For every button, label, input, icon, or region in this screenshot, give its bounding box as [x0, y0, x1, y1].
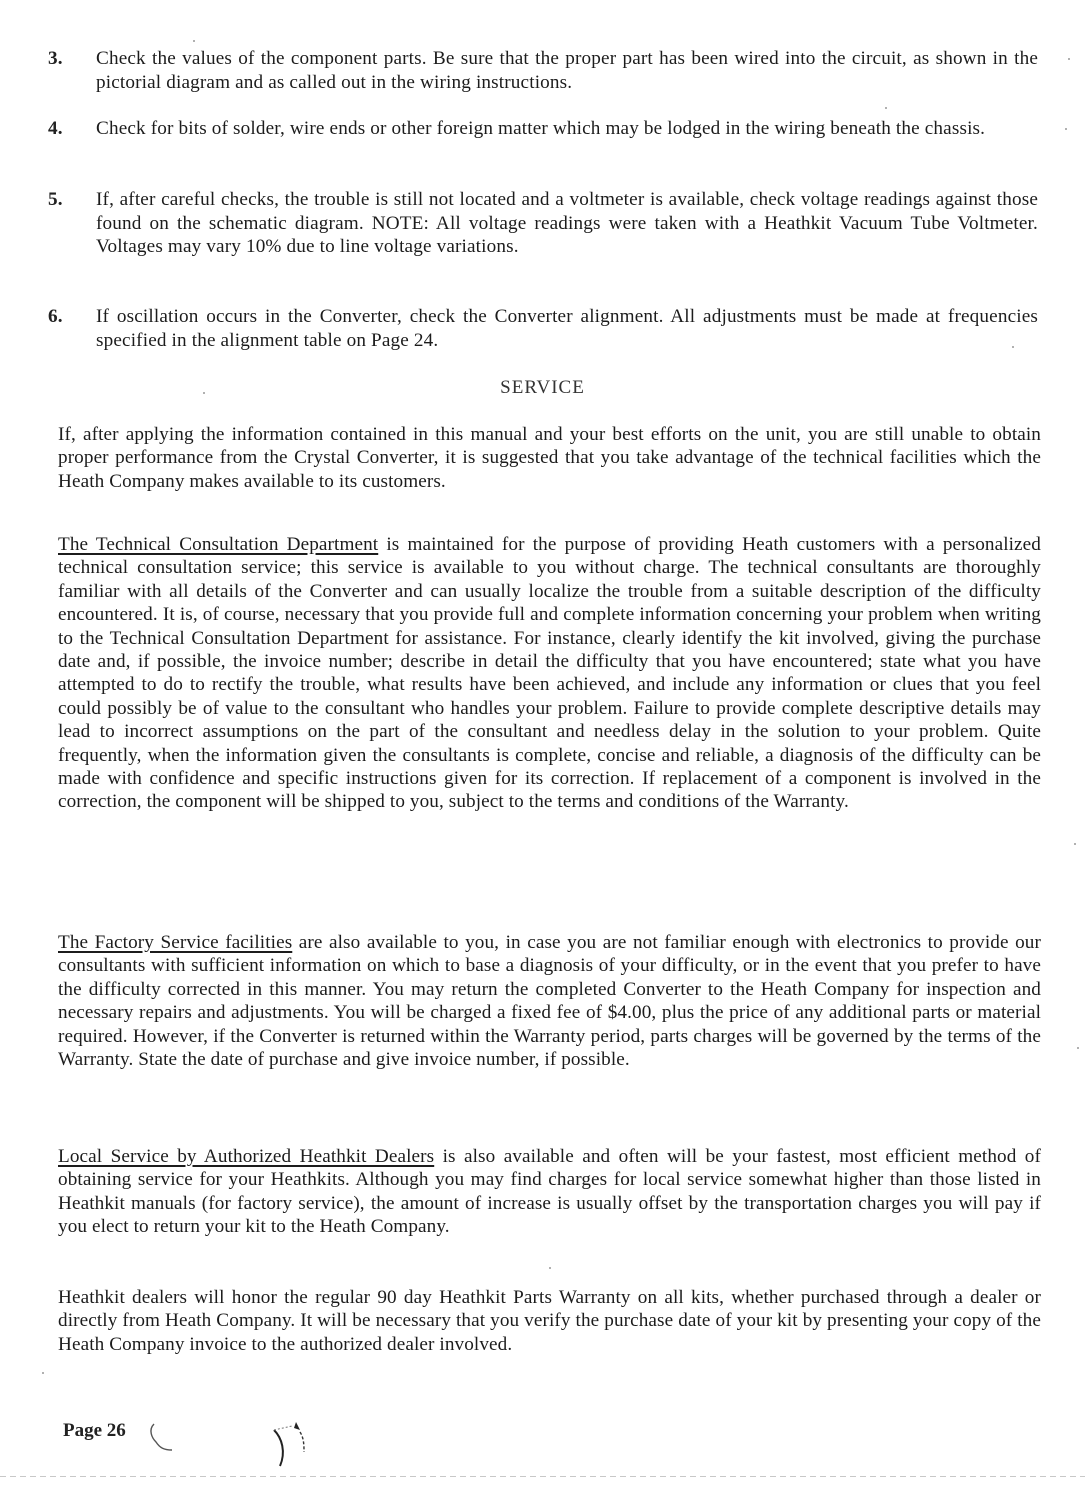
- item-text: If oscillation occurs in the Converter, check the Converter alignment. All adjustments must be made at frequencies specified in the alignment table on Page 24.: [96, 306, 1038, 351]
- scan-speck: [1077, 1047, 1079, 1049]
- checklist-item-4: [48, 117, 1038, 141]
- scan-speck: [1068, 58, 1070, 60]
- scan-speck: [1065, 128, 1067, 130]
- checklist-item-5: [48, 188, 1038, 259]
- factory-service-lead: The Factory Service facilities: [58, 932, 293, 953]
- checklist-item-3: [48, 47, 1038, 94]
- factory-service-paragraph: [58, 931, 1041, 1071]
- pen-mark-icon: [146, 1422, 176, 1456]
- scan-speck: [193, 40, 195, 42]
- item-text: If, after careful checks, the trouble is still not located and a voltmeter is available, check voltage readings against those found on the schematic diagram. NOTE: All voltage readings were taken with a Heathkit Vacuum Tube Voltmeter. Voltages may vary 10% due to line voltage variations.: [96, 189, 1038, 257]
- scan-edge-line: [0, 1476, 1085, 1477]
- local-service-paragraph: [58, 1145, 1041, 1239]
- pen-mark-icon: [266, 1418, 312, 1468]
- technical-consultation-body: is maintained for the purpose of providing Heath customers with a personalized technical consultation service; this service is available to you without charge. The technical consultants are thoroughly familiar with all details of the Converter and can usually localize the trouble from a suitable description of the difficulty encountered. It is, of course, necessary that you provide full and complete information concerning your problem when writing to the Technical Consultation Department for assistance. For instance, clearly identify the kit involved, giving the purchase date and, if possible, the invoice number; describe in detail the difficulty that you have encountered; state what you have attempted to do to rectify the trouble, what results have been achieved, and include any information or clues that you feel could possibly be of value to the consultant who handles your problem. Failure to provide complete descriptive details may lead to incorrect assumptions on the part of the consultant and needless delay in the solution to your problem. Quite frequently, when the information given the consultants is complete, concise and reliable, a diagnosis of the difficulty can be made with confidence and specific instructions given for its correction. If replacement of a component is involved in the correction, the component will be shipped to you, subject to the terms and conditions of the Warranty.: [58, 534, 1041, 813]
- scan-speck: [885, 107, 887, 109]
- local-service-lead: Local Service by Authorized Heathkit Dealers: [58, 1146, 435, 1167]
- technical-consultation-paragraph: [58, 533, 1041, 814]
- item-number: 3.: [48, 48, 63, 69]
- item-number: 4.: [48, 118, 63, 139]
- item-text: Check the values of the component parts. Be sure that the proper part has been wired into the circuit, as shown in the pictorial diagram and as called out in the wiring instructions.: [96, 48, 1038, 93]
- dealer-warranty-paragraph: Heathkit dealers will honor the regular 90 day Heathkit Parts Warranty on all kits, whether purchased through a dealer or directly from Heath Company. It will be necessary that you verify the purchase date of your kit by presenting your copy of the Heath Company invoice to the authorized dealer involved.: [58, 1287, 1041, 1355]
- checklist-item-6: [48, 305, 1038, 352]
- item-text: Check for bits of solder, wire ends or other foreign matter which may be lodged in the wiring beneath the chassis.: [96, 118, 986, 139]
- scan-speck: [1074, 843, 1076, 845]
- scan-speck: [549, 1267, 551, 1269]
- local-service-body: is also available and often will be your fastest, most efficient method of obtaining service for your Heathkits. Although you may find charges for local service somewhat higher than those listed in Heathkit manuals (for factory service), the amount of increase is usually offset by the transportation charges you will pay if you elect to return your kit to the Heath Company.: [58, 1146, 1041, 1238]
- section-heading-service: SERVICE: [500, 377, 585, 398]
- page-number: Page 26: [63, 1420, 126, 1441]
- scan-speck: [42, 1372, 44, 1374]
- item-number: 5.: [48, 189, 63, 210]
- factory-service-body: are also available to you, in case you are not familiar enough with electronics to provide our consultants with sufficient information on which to base a diagnosis of your difficulty, or in the event that you prefer to have the difficulty corrected in this manner. You may return the completed Converter to the Heath Company for inspection and necessary repairs and adjustments. You will be charged a fixed fee of $4.00, plus the price of any additional parts or material required. However, if the Converter is returned within the Warranty period, parts charges will be governed by the terms of the Warranty. State the date of purchase and give invoice number, if possible.: [58, 932, 1041, 1071]
- item-number: 6.: [48, 306, 63, 327]
- technical-consultation-lead: The Technical Consultation Department: [58, 534, 379, 555]
- service-intro-paragraph: If, after applying the information contained in this manual and your best efforts on the unit, you are still unable to obtain proper performance from the Crystal Converter, it is suggested that you take advantage of the technical facilities which the Heath Company makes available to its customers.: [58, 424, 1041, 492]
